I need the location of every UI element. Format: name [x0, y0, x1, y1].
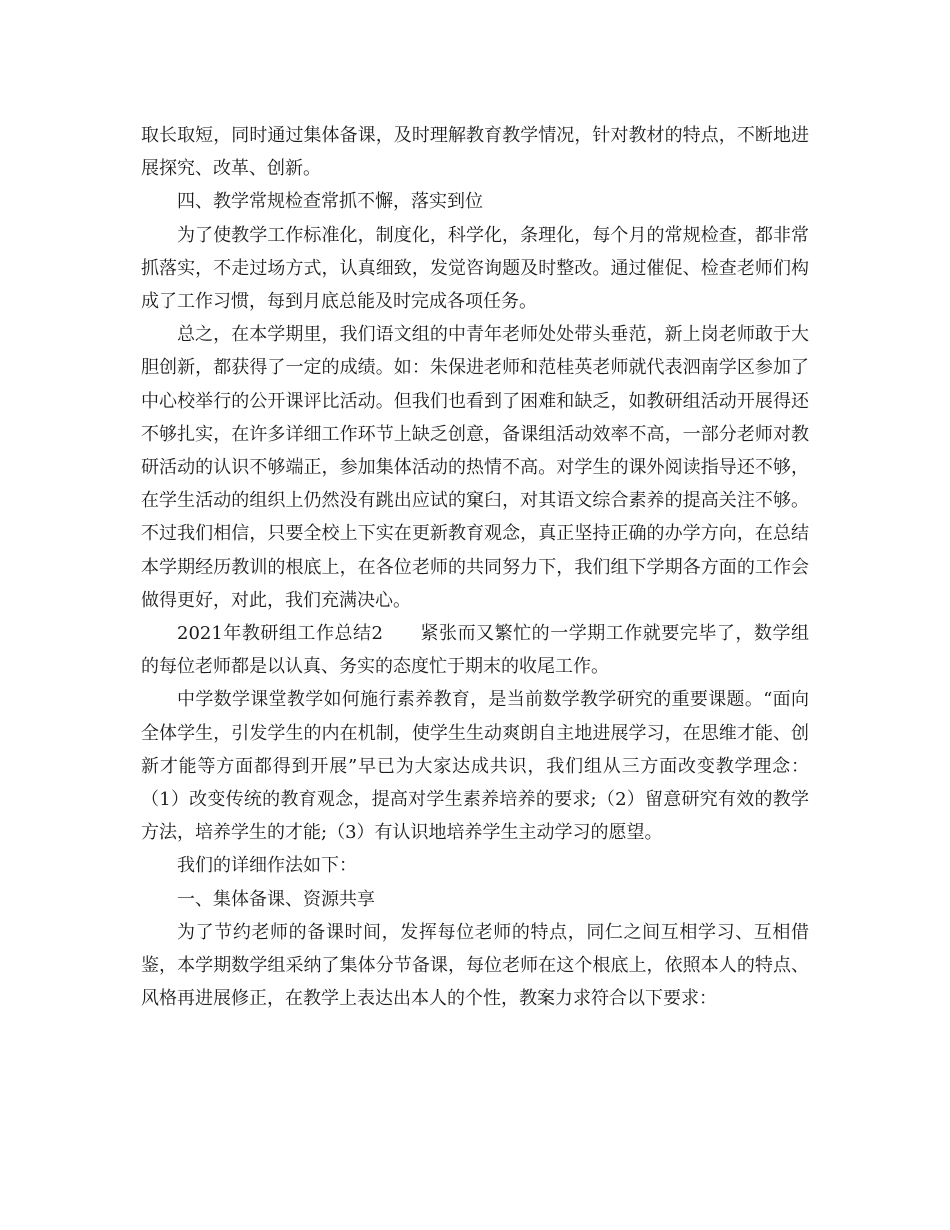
paragraph-math-philosophy: 中学数学课堂教学如何施行素养教育，是当前数学教学研究的重要课题。“面向全体学生，引发学生的内在机制，使学生生动爽朗自主地进展学习，在思维才能、创新才能等方面都得到开展”早已为大家达成共识，我们组从三方面改变教学理念：（1）改变传统的教育观念，提高对学生素养培养的要求;（2）留意研究有效的教学方法，培养学生的才能;（3）有认识地培养学生主动学习的愿望。 [141, 689, 809, 844]
paragraph-continuation: 取长取短，同时通过集体备课，及时理解教育教学情况，针对教材的特点，不断地进展探究、改革、创新。 [141, 125, 809, 180]
paragraph-summary: 总之，在本学期里，我们语文组的中青年老师处处带头垂范，新上岗老师敢于大胆创新，都获得了一定的成绩。如：朱保进老师和范桂英老师就代表泗南学区参加了中心校举行的公开课评比活动。但我们也看到了困难和缺乏，如教研组活动开展得还不够扎实，在许多详细工作环节上缺乏创意，备课组活动效率不高，一部分老师对教研活动的认识不够端正，参加集体活动的热情不高。对学生的课外阅读指导还不够，在学生活动的组织上仍然没有跳出应试的窠臼，对其语文综合素养的提高关注不够。不过我们相信，只要全校上下实在更新教育观念，真正坚持正确的办学方向，在总结本学期经历教训的根底上，在各位老师的共同努力下，我们组下学期各方面的工作会做得更好，对此，我们充满决心。 [141, 324, 809, 611]
paragraph-methods-intro: 我们的详细作法如下： [177, 855, 357, 877]
document-body [141, 119, 809, 1015]
section-heading-collective-prep: 一、集体备课、资源共享 [177, 888, 375, 910]
paragraph-math-intro: 2021年教研组工作总结2 紧张而又繁忙的一学期工作就要完毕了，数学组的每位老师都是以认真、务实的态度忙于期末的收尾工作。 [141, 623, 809, 678]
paragraph-routine-check: 为了使教学工作标准化，制度化，科学化，条理化，每个月的常规检查，都非常抓落实，不走过场方式，认真细致，发觉咨询题及时整改。通过催促、检查老师们构成了工作习惯，每到月底总能及时完成各项任务。 [141, 224, 809, 313]
paragraph-collective-prep: 为了节约老师的备课时间，发挥每位老师的特点，同仁之间互相学习、互相借鉴，本学期数学组采纳了集体分节备课，每位老师在这个根底上，依照本人的特点、风格再进展修正，在教学上表达出本人的个性，教案力求符合以下要求： [141, 921, 809, 1010]
section-heading-routine-check: 四、教学常规检查常抓不懈，落实到位 [177, 191, 483, 213]
